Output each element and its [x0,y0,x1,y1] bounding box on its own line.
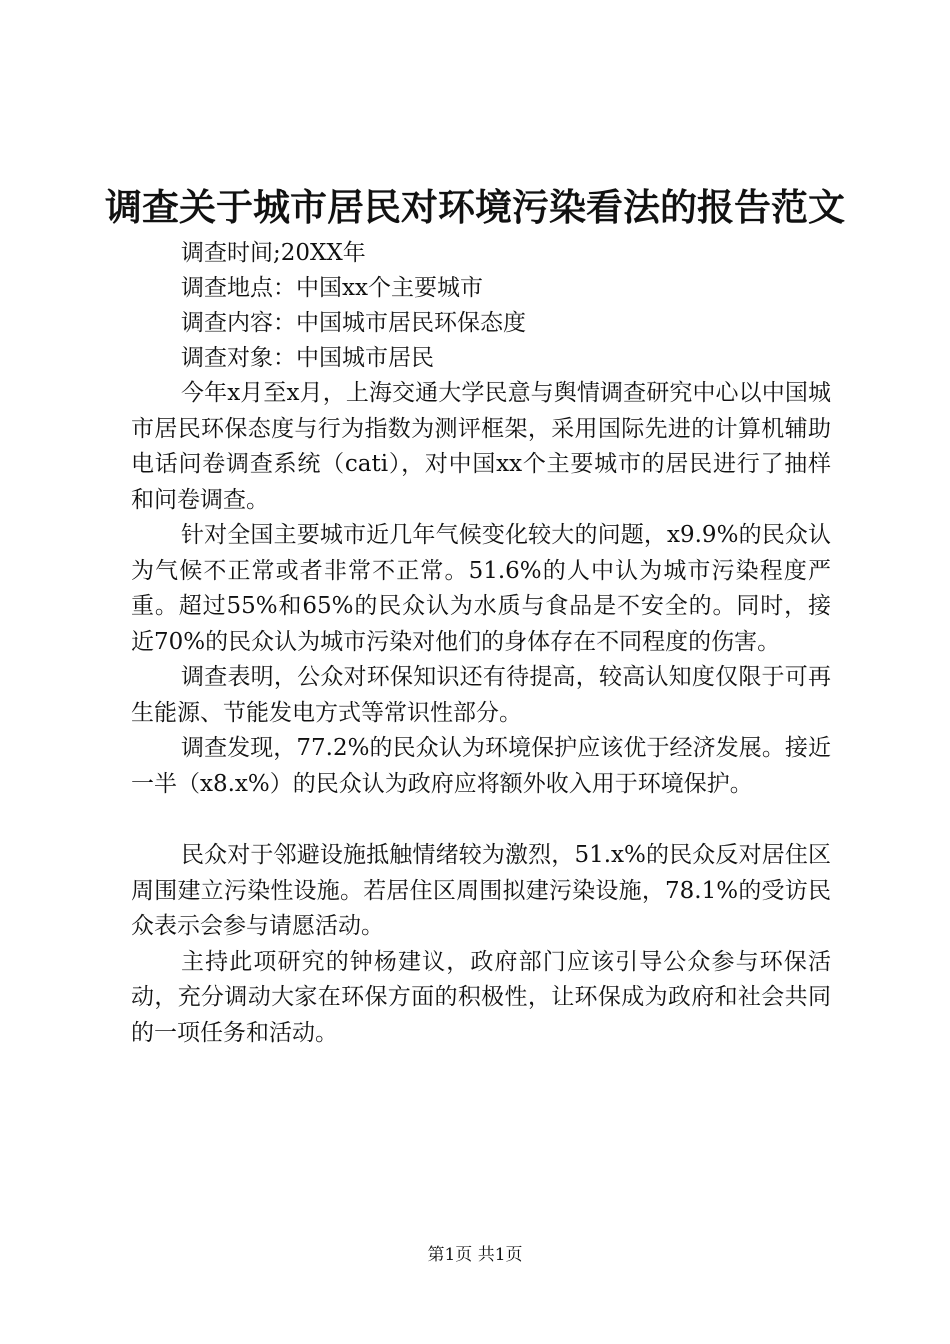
paragraph-climate: 针对全国主要城市近几年气候变化较大的问题，x9.9%的民众认为气候不正常或者非常不正常。51.6%的人中认为城市污染程度严重。超过55%和65%的民众认为水质与食品是不安全的。同时，接近70%的民众认为城市污染对他们的身体存在不同程度的伤害。 [131,522,831,655]
document-body [131,236,831,1051]
paragraph-spacer [131,802,831,838]
survey-subject: 调查对象：中国城市居民 [181,345,434,371]
paragraph-findings: 调查发现，77.2%的民众认为环境保护应该优于经济发展。接近一半（x8.x%）的民众认为政府应将额外收入用于环境保护。 [131,735,831,797]
page-footer: 第1页 共1页 [427,1245,523,1265]
document-title: 调查关于城市居民对环境污染看法的报告范文 [105,186,845,229]
paragraph-recommendation: 主持此项研究的钟杨建议，政府部门应该引导公众参与环保活动，充分调动大家在环保方面的积极性，让环保成为政府和社会共同的一项任务和活动。 [131,948,831,1046]
survey-time: 调查时间;20XX年 [181,240,366,266]
paragraph-awareness: 调查表明，公众对环保知识还有待提高，较高认知度仅限于可再生能源、节能发电方式等常识性部分。 [131,664,831,726]
paragraph-intro: 今年x月至x月，上海交通大学民意与舆情调查研究中心以中国城市居民环保态度与行为指数为测评框架，采用国际先进的计算机辅助电话问卷调查系统（cati），对中国xx个主要城市的居民进行了抽样和问卷调查。 [131,380,831,513]
paragraph-nimby: 民众对于邻避设施抵触情绪较为激烈，51.x%的民众反对居住区周围建立污染性设施。若居住区周围拟建污染设施，78.1%的受访民众表示会参与请愿活动。 [131,842,831,939]
survey-content: 调查内容：中国城市居民环保态度 [181,310,526,336]
survey-location: 调查地点：中国xx个主要城市 [181,275,483,301]
